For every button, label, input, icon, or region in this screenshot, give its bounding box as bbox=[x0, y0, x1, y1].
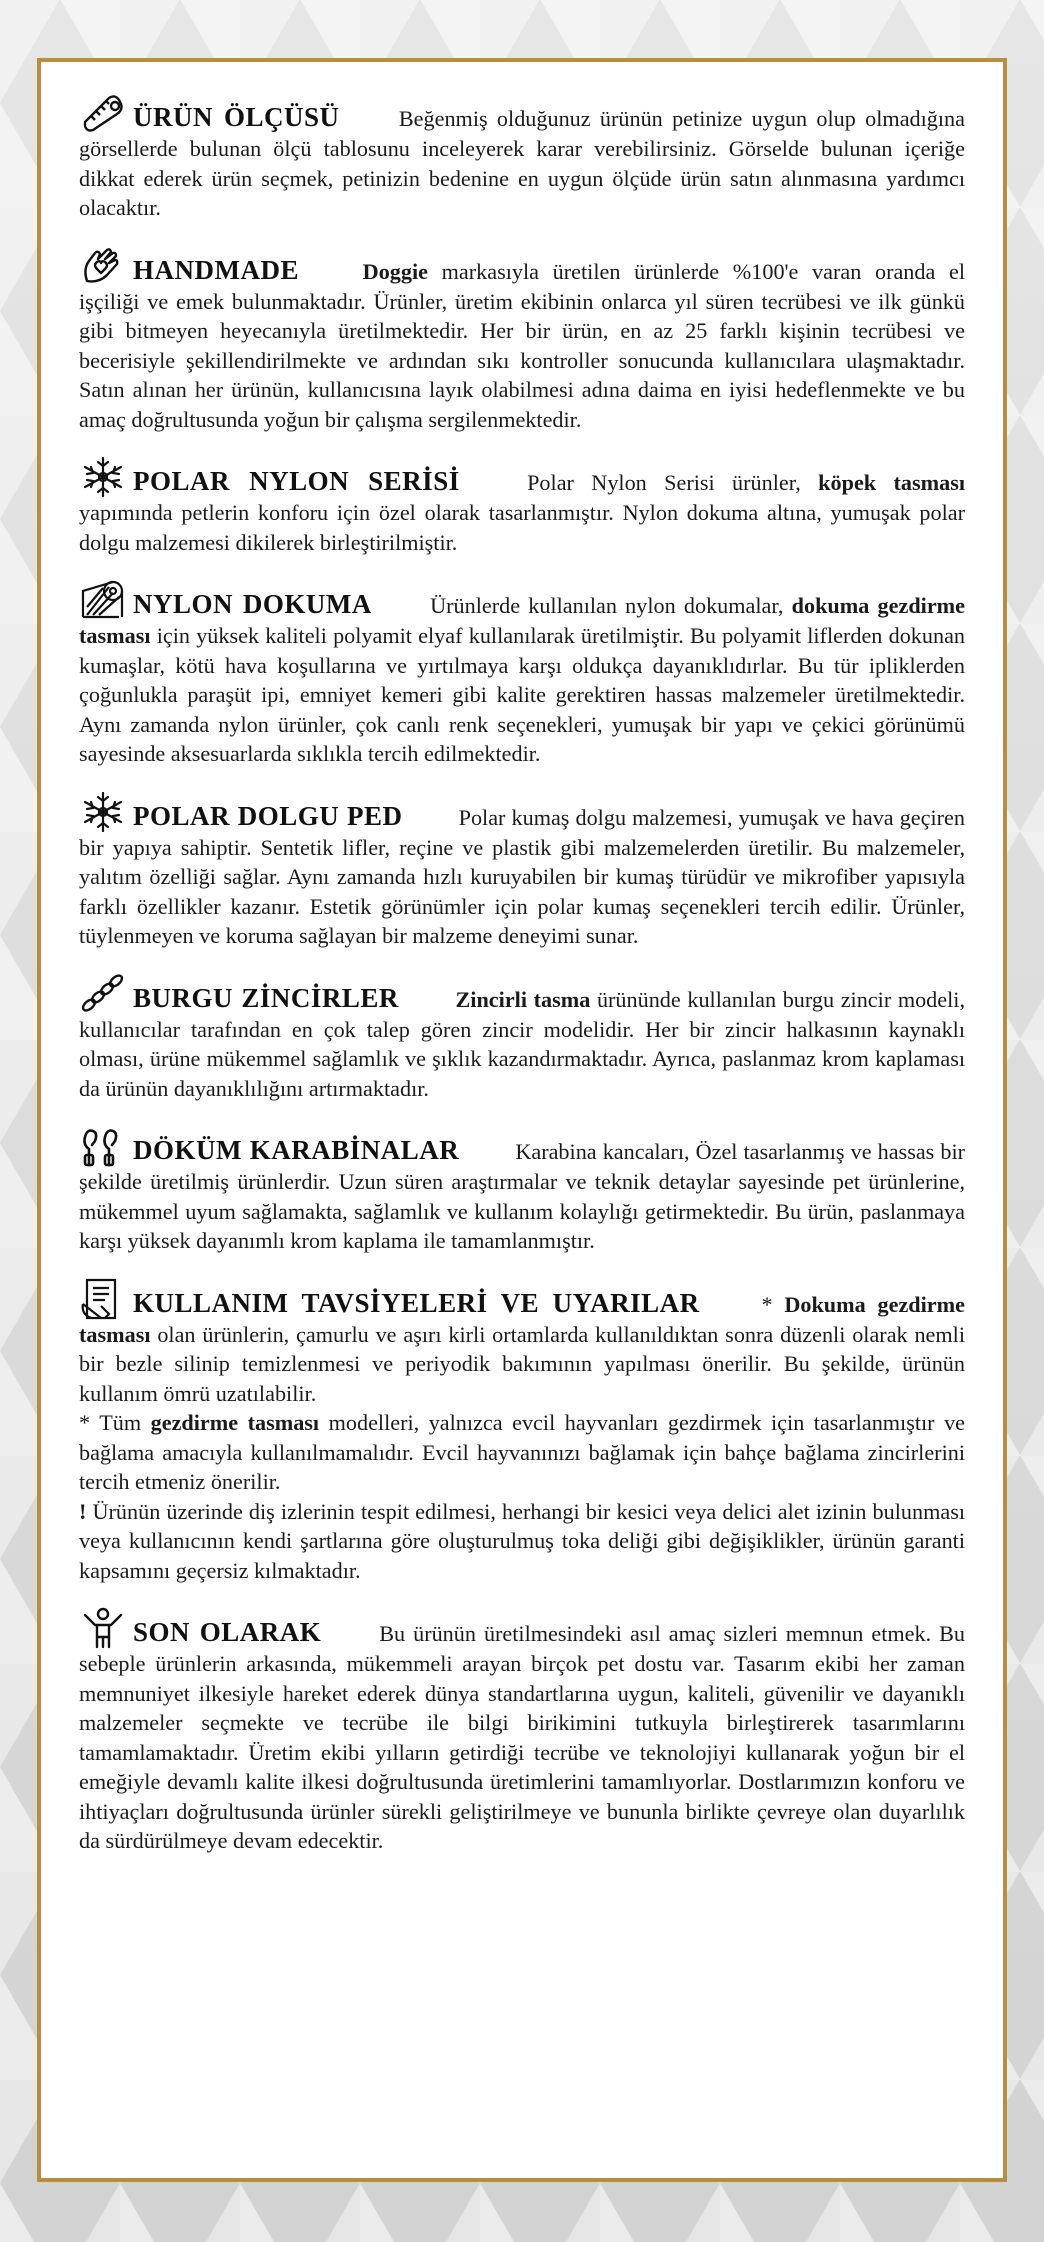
heading: DÖKÜM KARABİNALAR bbox=[133, 1135, 460, 1165]
warning-mark: ! bbox=[79, 1498, 87, 1524]
body-text-a: Ürünlerde kullanılan nylon dokumalar, bbox=[430, 593, 784, 618]
section-kullanim bbox=[79, 1278, 965, 1586]
body-text: Karabina kancaları, Özel tasarlanmış ve hassas bir şekilde üretilmiş ürünlerdir. Uzun süren araştırmalar ve teknik detaylar sayesinde pet ürünlerine, mükemmel uyum sağlamakta, sağlamlık ve kullanım kolaylığı getirmektedir. Bu ürün, paslanmaya karşı yüksek dayanımlı krom kaplama ile tamamlanmıştır. bbox=[79, 1139, 966, 1253]
snowflake-icon bbox=[79, 456, 127, 498]
body-text-b: için yüksek kaliteli polyamit elyaf kullanılarak üretilmiştir. Bu polyamit liflerden dokunan kumaşlar, kötü hava koşullarına ve yırtılmaya karşı oldukça dayanıklıdırlar. Bu tür ipliklerden çoğunlukla paraşüt ipi, emniyet kemeri gibi kalite gerektiren hassas malzemeler üretilmektedir. Aynı zamanda nylon ürünler, çok canlı renk seçenekleri, yumuşak bir yapı ve çekici görünümü sayesinde aksesuarlarda sıklıkla tercih edilmektedir. bbox=[79, 623, 966, 766]
chain-icon bbox=[79, 973, 127, 1015]
heading: ÜRÜN ÖLÇÜSÜ bbox=[133, 102, 340, 132]
bold-term: köpek tasması bbox=[818, 470, 965, 495]
tape-measure-icon bbox=[79, 92, 127, 134]
section-nylon-dokuma bbox=[79, 579, 965, 769]
section-dokum-karabina bbox=[79, 1125, 965, 1256]
person-icon bbox=[79, 1607, 127, 1649]
section-handmade bbox=[79, 245, 965, 435]
section-polar-nylon bbox=[79, 456, 965, 557]
body-text: Bu ürünün üretilmesindeki asıl amaç sizleri memnun etmek. Bu sebeple ürünlerin arkasında, mükemmeli arayan birçok pet dostu var. Tasarım ekibi her zaman memnuniyet ilkesiyle hareket ederek dünya standartlarına uygun, kaliteli, güvenilir ve dayanıklı malzemeler seçmekte ve tecrübe ile bilgi birikimini tutkuyla birleştirerek tasarımlarını tamamlamaktadır. Üretim ekibi yılların getirdiği tecrübe ve teknolojiyi kullanarak yoğun bir el emeğiyle devamlı kalite ilkesi doğrultusunda üretimlerini tamamlıyorlar. Dostlarımızın konforu ve ihtiyaçları doğrultusunda ürünler sürekli geliştirilmeye ve bununla birlikte çevreye olan duyarlılık da sürdürülmeye devam edecektir. bbox=[79, 1621, 965, 1853]
body-text-b: modelleri, yalnızca evcil hayvanları gezdirmek için tasarlanmıştır ve bağlama amacıyla kullanılmamalıdır. Evcil hayvanınızı bağlamak için bahçe bağlama zincirlerini tercih etmeniz önerilir. bbox=[79, 1410, 966, 1494]
info-panel bbox=[37, 58, 1007, 2182]
body-text: Polar kumaş dolgu malzemesi, yumuşak ve hava geçiren bir yapıya sahiptir. Sentetik lifler, reçine ve plastik gibi malzemelerden üretilir. Bu malzemeler, yalıtım özelliği sağlar. Aynı zamanda hızlı kuruyabilen bir kumaş türüdür ve mikrofiber yapısıyla farklı özellikler kazanır. Estetik görünümler için polar kumaş seçenekleri tercih edilir. Ürünler, tüylenmeyen ve koruma sağlayan bir malzeme deneyimi sunar. bbox=[79, 804, 965, 948]
body-text: markasıyla üretilen ürünlerde %100'e varan oranda el işçiliği ve emek bulunmaktadır. Ürünler, üretim ekibinin onlarca yıl süren tecrübesi ve ilk günkü gibi bitmeyen heyecanıyla üretilmektedir. Her bir ürün, en az 25 farklı kişinin tecrübesi ve becerisiyle şekillendirilmekte ve ardından sıkı kontroller sonucunda kullanıcılara ulaşmaktadır. Satın alınan her ürünün, kullanıcısına layık olabilmesi adına daima en iyisi hedeflenmekte ve bu amaç doğrultusunda yoğun bir çalışma sergilenmektedir. bbox=[79, 258, 966, 432]
body-text-a: Polar Nylon Serisi ürünler, bbox=[527, 470, 801, 495]
heading: HANDMADE bbox=[133, 254, 299, 285]
body-text: Ürünün üzerinde diş izlerinin tespit edilmesi, herhangi bir kesici veya delici alet izinin bulunması veya kullanıcının kendi şartlarına göre oluşturulmuş toka deliği gibi değişiklikler, ürünün garanti kapsamını geçersiz kılmaktadır. bbox=[79, 1498, 966, 1583]
section-son-olarak bbox=[79, 1607, 965, 1856]
bold-term: gezdirme tasması bbox=[150, 1410, 320, 1435]
heading: POLAR NYLON SERİSİ bbox=[133, 466, 460, 496]
heading: SON OLARAK bbox=[133, 1617, 322, 1647]
star-mark: * bbox=[761, 1291, 773, 1317]
bold-term: Dokuma gezdirme tasması bbox=[79, 1291, 965, 1347]
bold-term: dokuma gezdirme tasması bbox=[79, 593, 965, 648]
carabiner-icon bbox=[79, 1125, 127, 1167]
heading: POLAR DOLGU PED bbox=[133, 800, 403, 831]
hand-heart-icon bbox=[79, 245, 127, 287]
fabric-roll-icon bbox=[79, 579, 127, 621]
section-urun-olcusu bbox=[79, 92, 965, 223]
heading: KULLANIM TAVSİYELERİ VE UYARILAR bbox=[133, 1287, 700, 1318]
heading: NYLON DOKUMA bbox=[133, 589, 372, 619]
bold-term: Zincirli tasma bbox=[455, 986, 591, 1012]
body-text-b: yapımında petlerin konforu için özel olarak tasarlanmıştır. Nylon dokuma altına, yumuşak polar dolgu malzemesi dikilerek birleştirilmiştir. bbox=[79, 500, 965, 555]
body-text: Beğenmiş olduğunuz ürünün petinize uygun olup olmadığına görsellerde bulunan ölçü tablosunu inceleyerek karar verebilirsiniz. Görselde bulunan içeriğe dikkat ederek ürün seçmek, petinizin bedenine en uygun ölçüde ürün satın alınmasına yardımcı olacaktır. bbox=[79, 106, 965, 220]
section-polar-dolgu bbox=[79, 791, 965, 951]
heading: BURGU ZİNCİRLER bbox=[133, 982, 399, 1013]
snowflake-icon bbox=[79, 791, 127, 833]
body-text: olan ürünlerin, çamurlu ve aşırı kirli ortamlarda kullanıldıktan sonra düzenli olarak nemli bir bezle silinip temizlenmesi ve periyodik bakımının yapılması önerilir. Bu şekilde, ürünün kullanım ömrü uzatılabilir. bbox=[79, 1321, 965, 1406]
section-burgu-zincir bbox=[79, 973, 965, 1104]
body-text: ürününde kullanılan burgu zincir modeli, kullanıcılar tarafından en çok talep gören zincir modelidir. Her bir zincir halkasının kaynaklı olması, ürüne mükemmel sağlamlık ve şıklık kazandırmaktadır. Ayrıca, paslanmaz krom kaplaması da ürünün dayanıklılığını artırmaktadır. bbox=[79, 986, 965, 1101]
body-text-a: * Tüm bbox=[79, 1410, 142, 1435]
brand-name: Doggie bbox=[362, 258, 428, 284]
document-icon bbox=[79, 1278, 127, 1320]
